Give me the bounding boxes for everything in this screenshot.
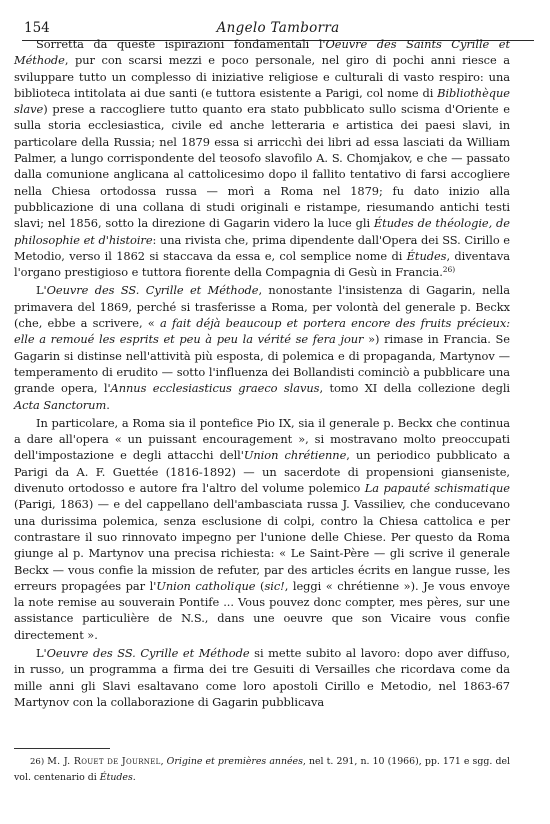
text-run: , nonostante l'insistenza di Gagarin, nella primavera del 1869, perché si trasferisse a Roma, per volontà del generale p. Beckx (che, ebbe a scrivere, «: [14, 283, 510, 331]
footnote-rule: [14, 748, 110, 749]
text-run: In particolare, a Roma sia il pontefice Pio IX, sia il generale p. Beckx che continua a dare all'opera « un puissant encouragement », si mostravano molto preoccupati dell'impostazione e degli attacchi dell': [14, 415, 510, 463]
text-run: .: [106, 397, 110, 412]
text-run: Sorretta da queste ispirazioni fondamentali l': [36, 37, 326, 51]
italic-text: Oeuvre des Saints Cyrille et Méthode: [14, 37, 510, 68]
footnote-title: Origine et premières années: [166, 756, 303, 767]
text-run: ») rimase in Francia. Se Gagarin si distinse nell'attività più esposta, di polemica e di propaganda, Martynov — temperamento di erudito — sotto l'influenza dei Bollandisti cominciò a pubblicare una grande opera, l': [14, 332, 511, 396]
italic-text: a fait déjà beaucoup et portera encore des fruits précieux: elle a remoué les esprits et peu à peu la vérité se fera jour: [14, 316, 510, 347]
text-run: , leggi « chrétienne »). Je vous envoye la note remise au souverain Pontife ... Vous pouvez donc compter, mes pères, sur une assistance particulière de N.S., dans une oeuvre que son Vicaire vous confie directement ».: [14, 578, 510, 642]
italic-text: La papauté schismatique: [364, 481, 510, 496]
text-run: (: [255, 578, 265, 593]
footnote-journal: Études: [99, 772, 133, 783]
footnote-number: 26): [30, 757, 45, 767]
text-run: ) prese a raccogliere tutto quanto era stato pubblicato sullo scisma d'Oriente e sulla storia ecclesiastica, civile ed anche letteraria e artistica dei paesi slavi, in particolare della Russia; nel 1879 essa si arricchì dei libri ad essa lasciati da William Palmer, a lungo corrispondente del teosofo slavofilo A. S. Chomjakov, e che — passato dalla comunione anglicana al cattolicesimo dopo il fallito tentativo di farsi accogliere nella Chiesa ortodossa russa — morì a Roma nel 1879; fu dato inizio alla pubblicazione di una collana di studi originali e ristampe, riesumando antichi testi slavi; nel 1856, sotto la direzione di Gagarin videro la luce gli: [14, 102, 510, 231]
text-run: L': [36, 645, 47, 660]
running-title: Angelo Tamborra: [216, 20, 340, 36]
paragraph: [14, 36, 510, 280]
text-run: : una rivista che, prima dipendente dall'Opera dei SS. Cirillo e Metodio, verso il 1862 si staccava da essa e, col semplice nome di: [14, 232, 510, 263]
italic-text: Études: [406, 248, 447, 263]
paragraph: [14, 645, 510, 710]
italic-text: Acta Sanctorum: [14, 397, 107, 412]
footnote-author: M. J. Rouet de Journel: [47, 756, 161, 767]
text-run: , diventava l'organo prestigioso e tuttora fiorente della Compagnia di Gesù in Francia.: [14, 248, 510, 280]
footnote-details: , nel t. 291, n. 10 (1966), pp. 171 e sgg. del vol. centenario di: [14, 756, 510, 783]
italic-text: sic!: [264, 578, 285, 593]
italic-text: Union chrétienne: [243, 448, 347, 463]
footnote: 26) M. J. Rouet de Journel, Origine et premières années, nel t. 291, n. 10 (1966), pp. 171 e sgg. del vol. centenario di Études.: [14, 756, 510, 783]
text-run: , un periodico pubblicato a Parigi da A. F. Guettée (1816-1892) — un sacerdote di propensioni gianseniste, divenuto ortodosso e autore fra l'altro del volume polemico: [14, 448, 510, 496]
italic-text: Bibliothèque slave: [14, 85, 510, 117]
paragraph: [14, 415, 510, 643]
italic-text: Oeuvre des SS. Cyrille et Méthode: [46, 283, 259, 298]
italic-text: Études de théologie, de philosophie et d'histoire: [14, 216, 510, 247]
page-number: 154: [24, 20, 50, 36]
text-run: si mette subito al lavoro: dopo aver diffuso, in russo, un programma a firma dei tre Gesuiti di Versailles che ricordava come da mille anni gli Slavi esaltavano come loro apostoli Cirillo e Metodio, nel 1863-67 Martynov con la collaborazione di Gagarin pubblicava: [14, 645, 511, 709]
footnote-end: .: [132, 772, 136, 783]
footnote-reference: 26): [442, 265, 456, 275]
text-run: , tomo XI della collezione degli: [319, 381, 511, 396]
paragraph: [14, 282, 510, 412]
text-run: L': [36, 283, 47, 298]
text-run: , pur con scarsi mezzi e poco personale, nel giro di pochi anni riesce a sviluppare tutto un complesso di iniziative religiose e culturali di vasto respiro: una biblioteca intitolata ai due santi (e tuttora esistente a Parigi, col nome di: [14, 53, 510, 100]
italic-text: Annus ecclesiasticus graeco slavus: [110, 381, 320, 396]
italic-text: Oeuvre des SS. Cyrille et Méthode: [46, 645, 250, 660]
text-run: (Parigi, 1863) — e del cappellano dell'ambasciata russa J. Vassiliev, che conducevano una durissima polemica, senza esclusione di colpi, contro la Chiesa cattolica e per contrastare il suo rinnovato impegno per l'unione delle Chiese. Per questo da Roma giunge al p. Martynov una precisa richiesta: « Le Saint-Père — gli scrive il generale Beckx — vous confie la mission de refuter, par des articles écrits en langue russe, les erreurs propagées par l': [14, 497, 510, 593]
body-text: [14, 36, 510, 710]
italic-text: Union catholique: [156, 578, 256, 593]
